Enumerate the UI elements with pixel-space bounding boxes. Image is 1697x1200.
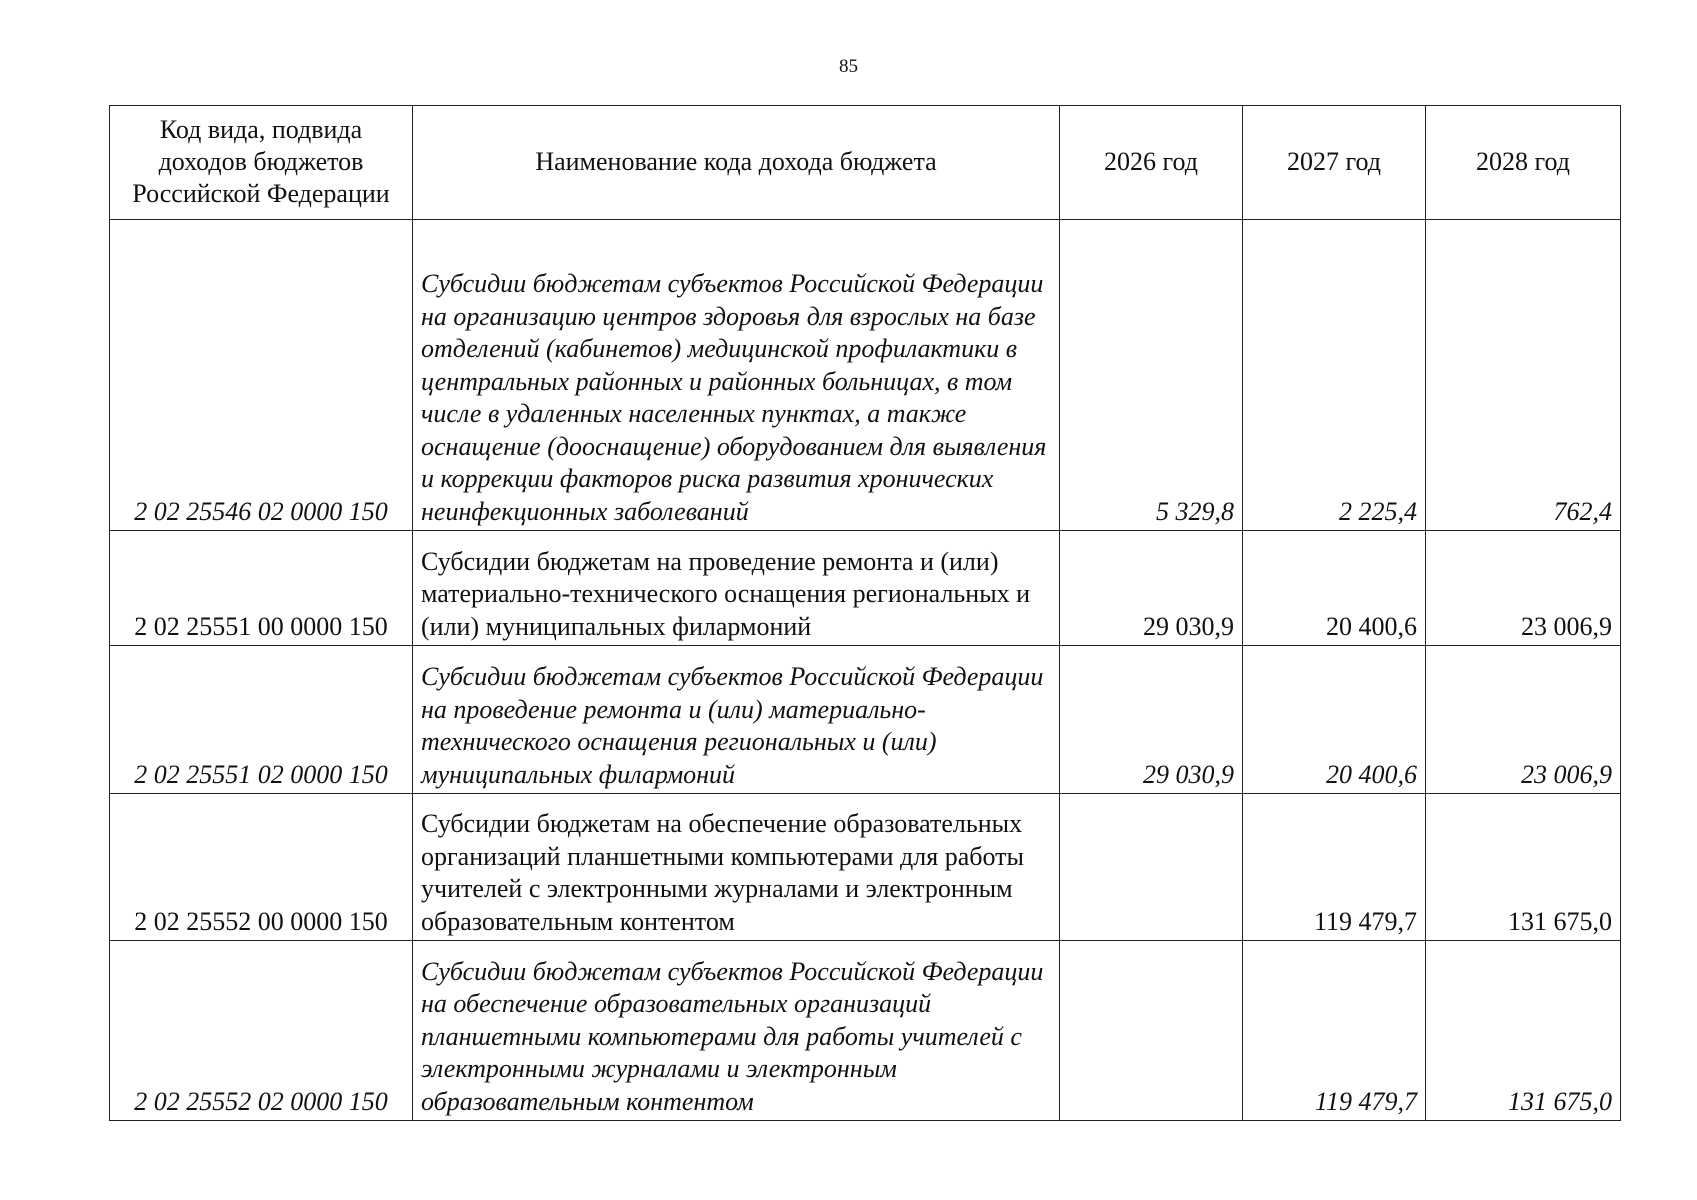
header-name: Наименование кода дохода бюджета <box>413 106 1060 220</box>
amount-2026-cell: 29 030,9 <box>1060 646 1243 794</box>
page-number: 85 <box>839 56 858 77</box>
income-name-cell: Субсидии бюджетам субъектов Российской Федерации на обеспечение образовательных организаций планшетными компьютерами для работы учителей с электронными журналами и электронным образовательным контентом <box>413 941 1060 1121</box>
header-2027: 2027 год <box>1243 106 1426 220</box>
table-header-row <box>110 106 1621 220</box>
amount-2028-cell: 23 006,9 <box>1426 531 1621 646</box>
header-code: Код вида, подвида доходов бюджетов Российской Федерации <box>110 106 413 220</box>
income-name-cell: Субсидии бюджетам субъектов Российской Федерации на проведение ремонта и (или) материально-технического оснащения региональных и (или) муниципальных филармоний <box>413 646 1060 794</box>
header-2028: 2028 год <box>1426 106 1621 220</box>
amount-2026-cell <box>1060 794 1243 941</box>
income-code-cell: 2 02 25552 00 0000 150 <box>110 794 413 941</box>
table-row <box>110 220 1621 531</box>
table-row <box>110 646 1621 794</box>
income-name-cell: Субсидии бюджетам на проведение ремонта и (или) материально-технического оснащения региональных и (или) муниципальных филармоний <box>413 531 1060 646</box>
amount-2027-cell: 2 225,4 <box>1243 220 1426 531</box>
income-name-cell: Субсидии бюджетам на обеспечение образовательных организаций планшетными компьютерами для работы учителей с электронными журналами и электронным образовательным контентом <box>413 794 1060 941</box>
table-row <box>110 531 1621 646</box>
amount-2027-cell: 119 479,7 <box>1243 794 1426 941</box>
amount-2027-cell: 20 400,6 <box>1243 531 1426 646</box>
income-code-cell: 2 02 25551 02 0000 150 <box>110 646 413 794</box>
budget-income-table <box>109 105 1621 1121</box>
table-row <box>110 794 1621 941</box>
amount-2028-cell: 23 006,9 <box>1426 646 1621 794</box>
amount-2027-cell: 119 479,7 <box>1243 941 1426 1121</box>
income-code-cell: 2 02 25546 02 0000 150 <box>110 220 413 531</box>
amount-2028-cell: 762,4 <box>1426 220 1621 531</box>
amount-2026-cell <box>1060 941 1243 1121</box>
table-row <box>110 941 1621 1121</box>
amount-2026-cell: 29 030,9 <box>1060 531 1243 646</box>
income-code-cell: 2 02 25552 02 0000 150 <box>110 941 413 1121</box>
amount-2027-cell: 20 400,6 <box>1243 646 1426 794</box>
header-2026: 2026 год <box>1060 106 1243 220</box>
income-name-cell: Субсидии бюджетам субъектов Российской Федерации на организацию центров здоровья для взрослых на базе отделений (кабинетов) медицинской профилактики в центральных районных и районных больницах, в том числе в удаленных населенных пунктах, а также оснащение (дооснащение) оборудованием для выявления и коррекции факторов риска развития хронических неинфекционных заболеваний <box>413 220 1060 531</box>
income-code-cell: 2 02 25551 00 0000 150 <box>110 531 413 646</box>
amount-2026-cell: 5 329,8 <box>1060 220 1243 531</box>
amount-2028-cell: 131 675,0 <box>1426 941 1621 1121</box>
amount-2028-cell: 131 675,0 <box>1426 794 1621 941</box>
